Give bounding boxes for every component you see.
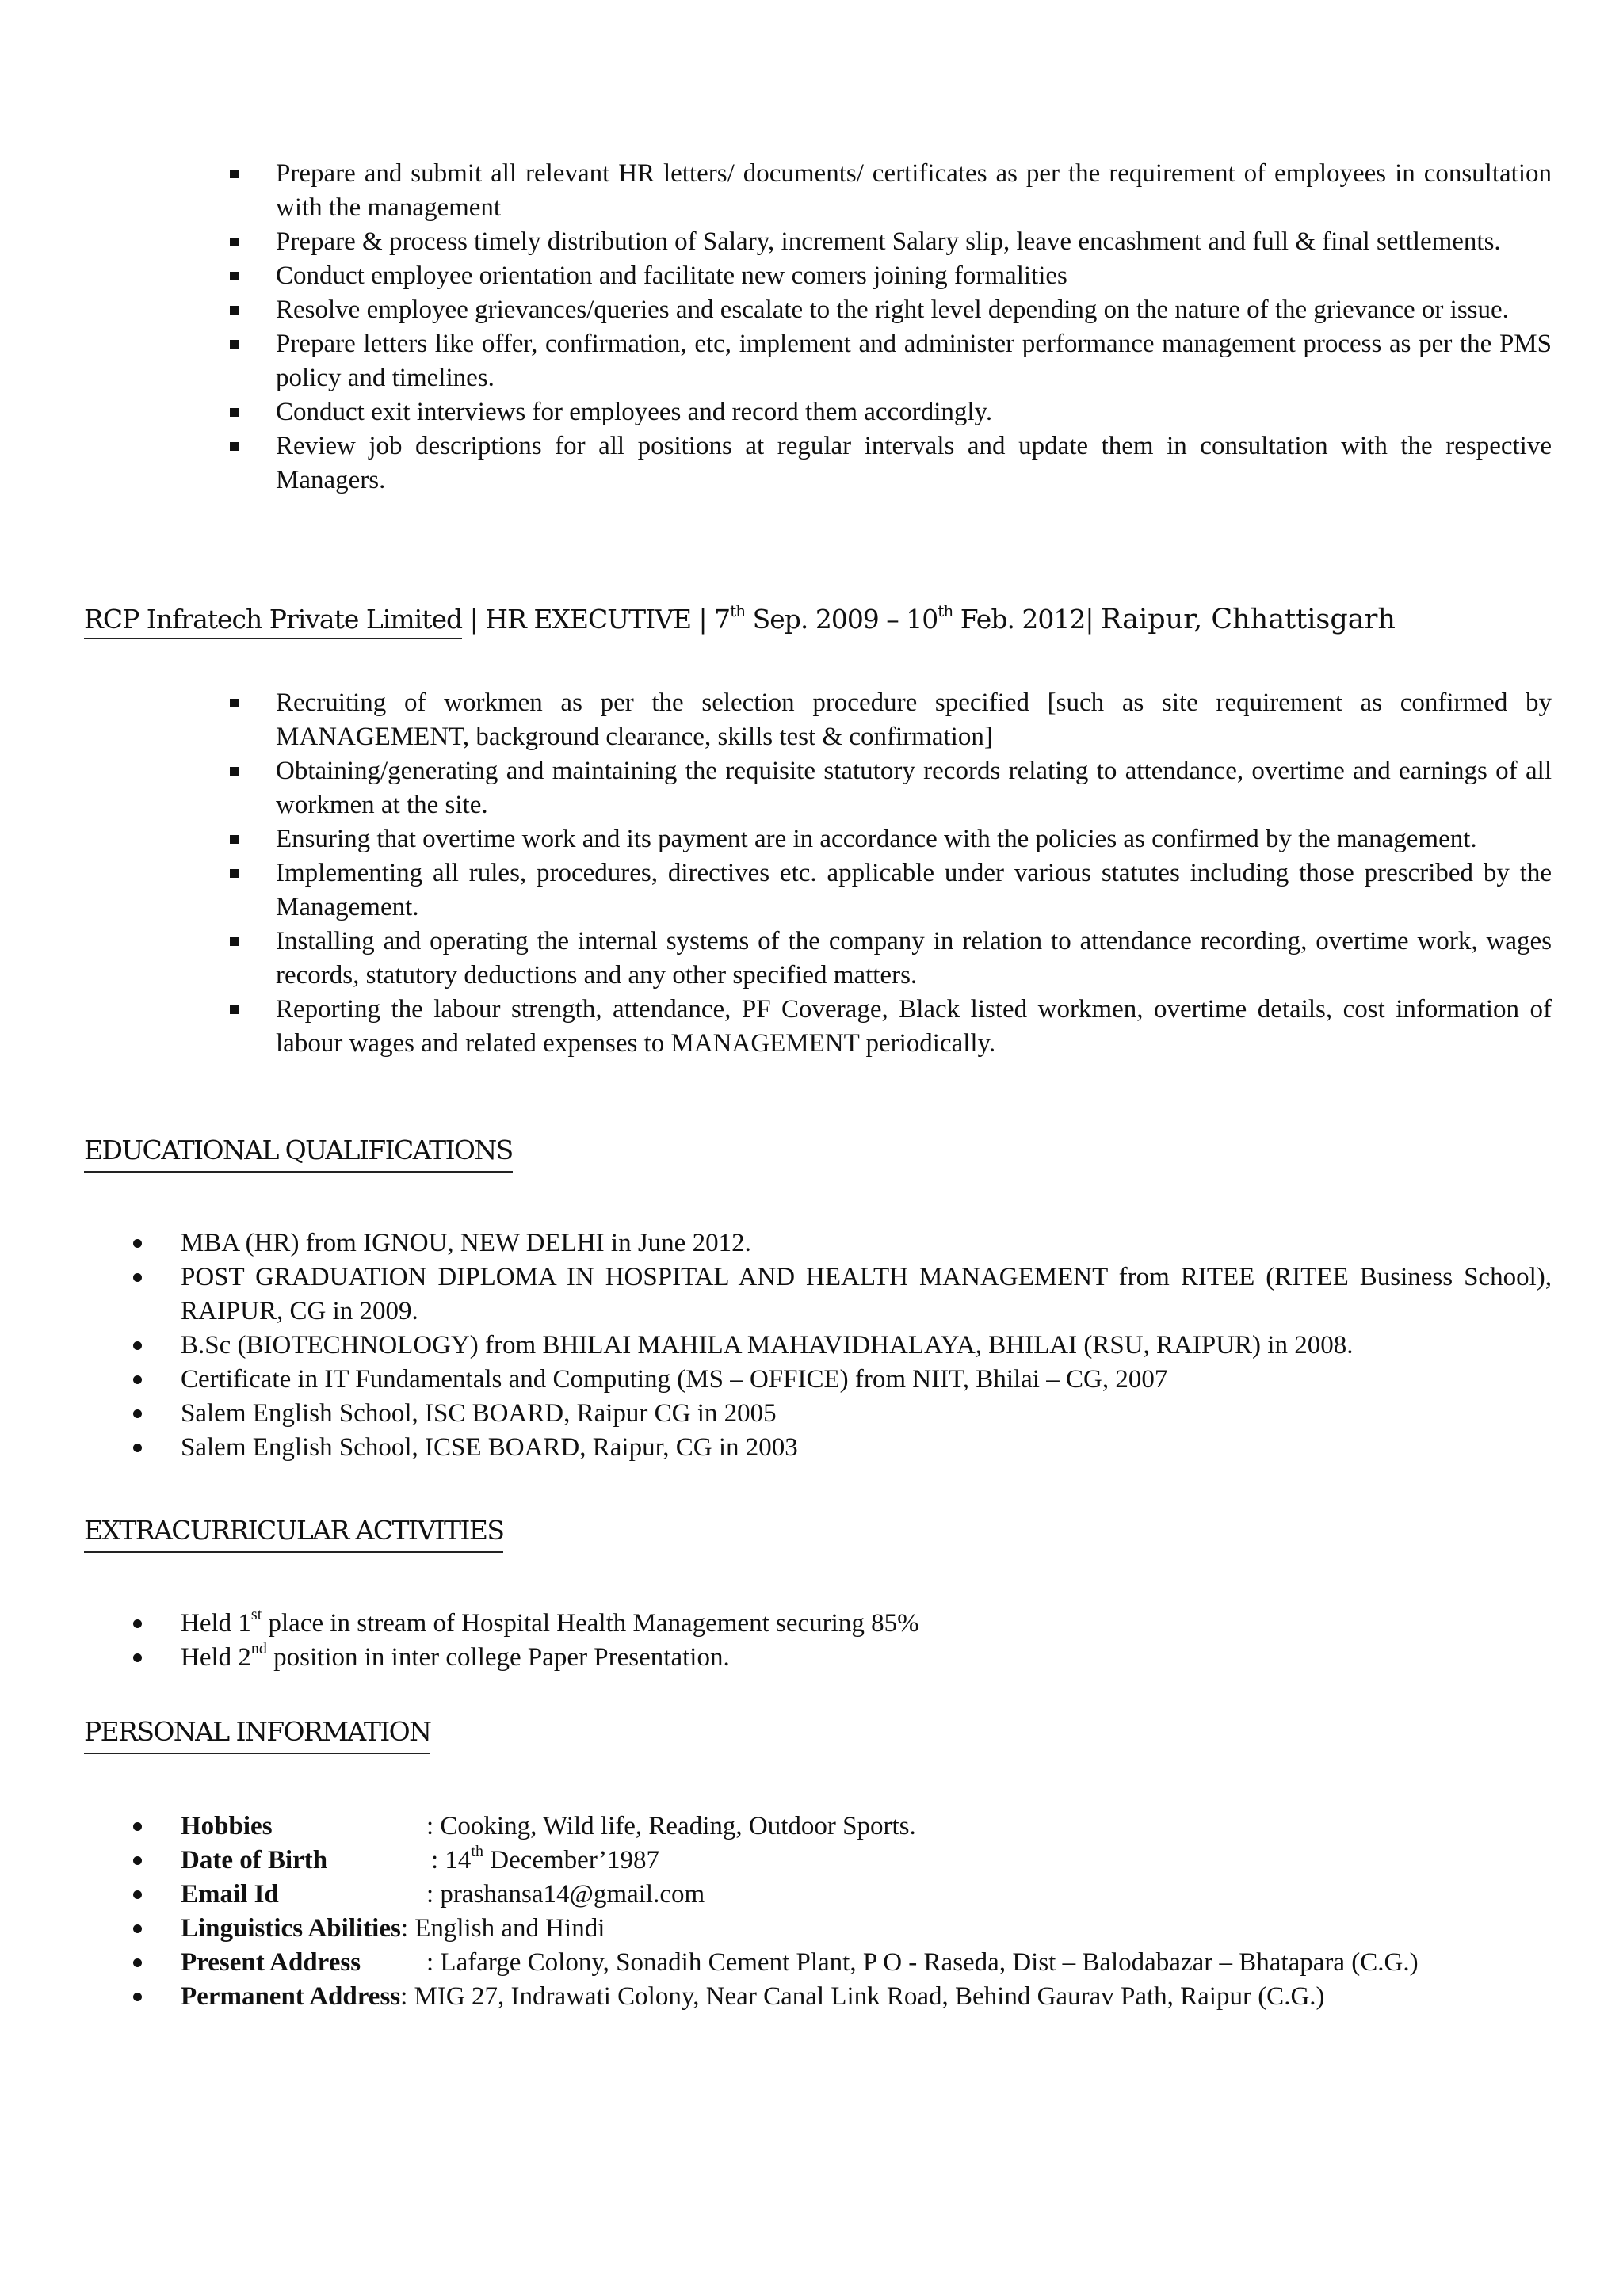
hobbies-item [132, 1810, 1552, 1844]
languages-label: Linguistics Abilities [181, 1914, 401, 1943]
job-heading [84, 602, 1396, 637]
job-duties-list [228, 686, 1552, 1061]
permanent-address-label: Permanent Address [181, 1982, 401, 2011]
list-item: Salem English School, ICSE BOARD, Raipur, CG in 2003 [132, 1431, 1552, 1465]
list-item: Obtaining/generating and maintaining the requisite statutory records relating to attendance, overtime and earnings of all workmen at the site. [228, 754, 1552, 822]
list-item: Prepare and submit all relevant HR letters/ documents/ certificates as per the requirement of employees in consultation with the management [228, 157, 1552, 225]
company-name: RCP Infratech Private Limited [84, 604, 462, 639]
list-item: B.Sc (BIOTECHNOLOGY) from BHILAI MAHILA MAHAVIDHALAYA, BHILAI (RSU, RAIPUR) in 2008. [132, 1329, 1552, 1363]
list-item: Prepare letters like offer, confirmation, etc, implement and administer performance management process as per the PMS policy and timelines. [228, 327, 1552, 395]
list-item: Implementing all rules, procedures, directives etc. applicable under various statutes including those prescribed by the Management. [228, 856, 1552, 925]
dob-item [132, 1844, 1552, 1878]
languages-value: : English and Hindi [400, 1914, 605, 1943]
list-item: Recruiting of workmen as per the selection procedure specified [such as site requirement as confirmed by MANAGEMENT, background clearance, skills test & confirmation] [228, 686, 1552, 754]
list-item: Salem English School, ISC BOARD, Raipur CG in 2005 [132, 1397, 1552, 1431]
list-item: POST GRADUATION DIPLOMA IN HOSPITAL AND HEALTH MANAGEMENT from RITEE (RITEE Business School), RAIPUR, CG in 2009. [132, 1261, 1552, 1329]
email-value: : prashansa14@gmail.com [426, 1880, 705, 1909]
languages-item [132, 1912, 1552, 1946]
education-list [132, 1226, 1552, 1465]
list-item: Held 1st place in stream of Hospital Health Management securing 85% [132, 1607, 1552, 1641]
personal-info-list [132, 1810, 1552, 2014]
list-item: Installing and operating the internal systems of the company in relation to attendance recording, overtime work, wages records, statutory deductions and any other specified matters. [228, 925, 1552, 993]
dob-label: Date of Birth [181, 1846, 328, 1875]
hobbies-value: : Cooking, Wild life, Reading, Outdoor Sports. [426, 1812, 916, 1840]
list-item: Held 2nd position in inter college Paper Presentation. [132, 1641, 1552, 1675]
list-item: Ensuring that overtime work and its payment are in accordance with the policies as confirmed by the management. [228, 822, 1552, 856]
list-item: Conduct exit interviews for employees and record them accordingly. [228, 395, 1552, 429]
extracurricular-list [132, 1607, 1552, 1675]
present-address-item [132, 1946, 1552, 1980]
list-item: MBA (HR) from IGNOU, NEW DELHI in June 2012. [132, 1226, 1552, 1261]
education-heading: EDUCATIONAL QUALIFICATIONS [84, 1133, 513, 1173]
list-item: Certificate in IT Fundamentals and Computing (MS – OFFICE) from NIIT, Bhilai – CG, 2007 [132, 1363, 1552, 1397]
present-address-value: : Lafarge Colony, Sonadih Cement Plant, P O - Raseda, Dist – Balodabazar – Bhatapara (C.G.) [426, 1948, 1419, 1977]
end-date: 10th Feb. 2012 [906, 601, 1086, 635]
separator: | [462, 604, 486, 635]
separator: | [691, 604, 715, 635]
extracurricular-heading: EXTRACURRICULAR ACTIVITIES [84, 1513, 503, 1553]
permanent-address-value: : MIG 27, Indrawati Colony, Near Canal Link Road, Behind Gaurav Path, Raipur (C.G.) [400, 1982, 1325, 2011]
separator: | [1085, 604, 1102, 635]
email-item [132, 1878, 1552, 1912]
list-item: Conduct employee orientation and facilitate new comers joining formalities [228, 259, 1552, 293]
list-item: Prepare & process timely distribution of Salary, increment Salary slip, leave encashment and full & final settlements. [228, 225, 1552, 259]
list-item: Resolve employee grievances/queries and escalate to the right level depending on the nature of the grievance or issue. [228, 293, 1552, 327]
present-address-label: Present Address [181, 1948, 361, 1977]
hr-duties-list [228, 157, 1552, 498]
job-role: HR EXECUTIVE [485, 604, 692, 635]
job-location: Raipur, Chhattisgarh [1101, 604, 1396, 635]
personal-heading: PERSONAL INFORMATION [84, 1714, 430, 1754]
dob-value: : 14th December’1987 [431, 1843, 660, 1875]
list-item: Reporting the labour strength, attendance, PF Coverage, Black listed workmen, overtime details, cost information of labour wages and related expenses to MANAGEMENT periodically. [228, 993, 1552, 1061]
hobbies-label: Hobbies [181, 1812, 273, 1840]
permanent-address-item [132, 1980, 1552, 2014]
list-item: Review job descriptions for all positions at regular intervals and update them in consultation with the respective Managers. [228, 429, 1552, 498]
email-label: Email Id [181, 1880, 279, 1909]
start-date: 7th Sep. 2009 – [714, 601, 907, 635]
